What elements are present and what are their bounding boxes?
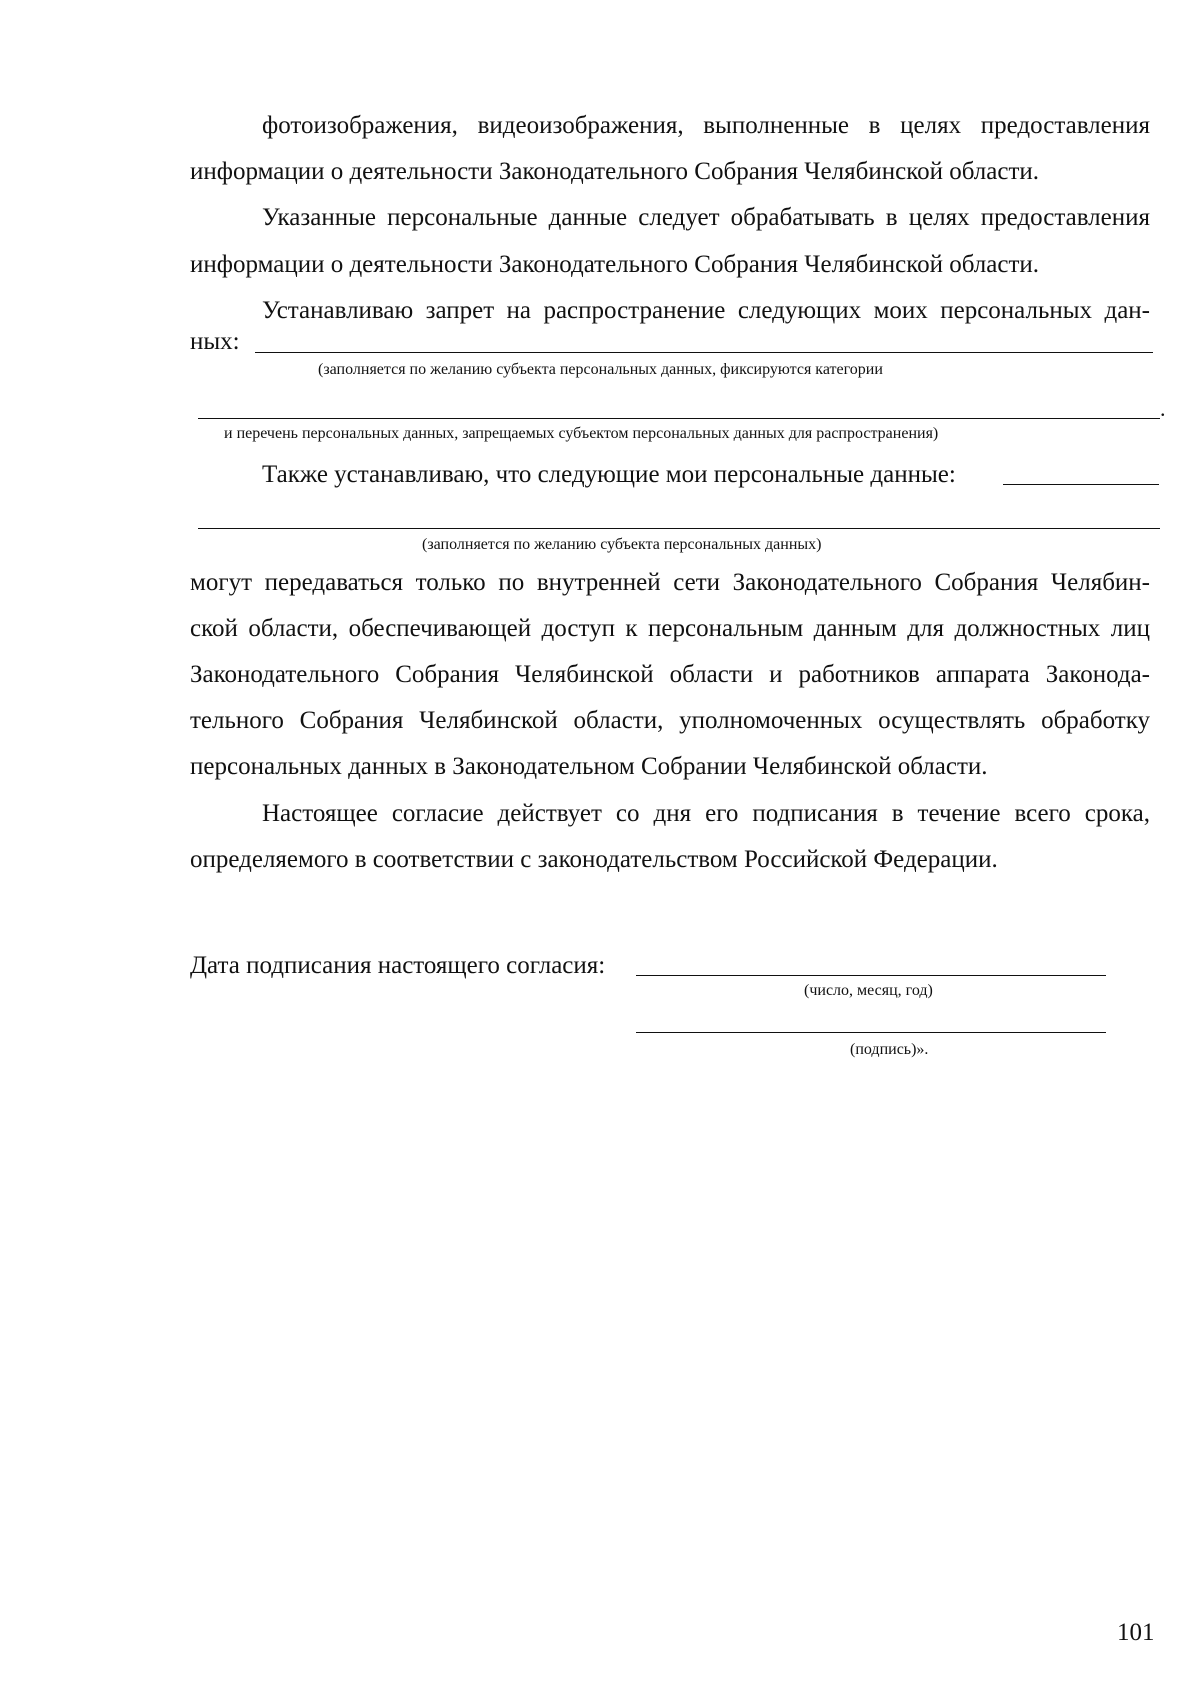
paragraph-6-line-1: Настоящее согласие действует со дня его подписания в течение всего срока,	[262, 800, 1150, 827]
ban-hint-line-1: (заполняется по желанию субъекта персональных данных, фиксируются категории	[318, 361, 883, 378]
signing-date-label: Дата подписания настоящего согласия:	[190, 952, 606, 979]
paragraph-2-line-2: информации о деятельности Законодательного Собрания Челябинской области.	[190, 251, 1040, 278]
also-hint: (заполняется по желанию субъекта персональных данных)	[422, 536, 822, 553]
paragraph-1-line-1: фотоизображения, видеоизображения, выполненные в целях предоставления	[262, 112, 1150, 139]
ban-hint-line-2: и перечень персональных данных, запрещаемых субъектом персональных данных для распространения)	[224, 425, 939, 442]
paragraph-3-line-2: ных:	[190, 328, 240, 355]
signing-date-hint: (число, месяц, год)	[804, 982, 933, 999]
paragraph-5-line-2: ской области, обеспечивающей доступ к персональным данным для должностных лиц	[190, 615, 1150, 642]
signing-date-fill-line[interactable]	[636, 975, 1106, 976]
paragraph-5-line-4: тельного Собрания Челябинской области, уполномоченных осуществлять обработку	[190, 707, 1150, 734]
paragraph-6-line-2: определяемого в соответствии с законодательством Российской Федерации.	[190, 846, 998, 873]
also-fill-line-2[interactable]	[198, 528, 1160, 529]
signature-hint: (подпись)».	[850, 1041, 929, 1058]
signature-fill-line[interactable]	[636, 1032, 1106, 1033]
page-number: 101	[1117, 1619, 1155, 1646]
ban-fill-line-2[interactable]	[198, 418, 1160, 419]
paragraph-5-line-3: Законодательного Собрания Челябинской области и работников аппарата Законода-	[190, 661, 1150, 688]
ban-fill-trailing-dot: .	[1160, 396, 1166, 421]
paragraph-3-line-1: Устанавливаю запрет на распространение следующих моих персональных дан-	[262, 297, 1150, 324]
paragraph-5-line-5: персональных данных в Законодательном Собрании Челябинской области.	[190, 753, 988, 780]
paragraph-5-line-1: могут передаваться только по внутренней сети Законодательного Собрания Челябин-	[190, 569, 1150, 596]
paragraph-1-line-2: информации о деятельности Законодательного Собрания Челябинской области.	[190, 158, 1040, 185]
also-fill-line-1[interactable]	[1003, 484, 1159, 485]
ban-fill-line-1[interactable]	[255, 352, 1153, 353]
paragraph-2-line-1: Указанные персональные данные следует обрабатывать в целях предоставления	[262, 204, 1150, 231]
paragraph-4-line-1: Также устанавливаю, что следующие мои персональные данные:	[262, 461, 956, 488]
